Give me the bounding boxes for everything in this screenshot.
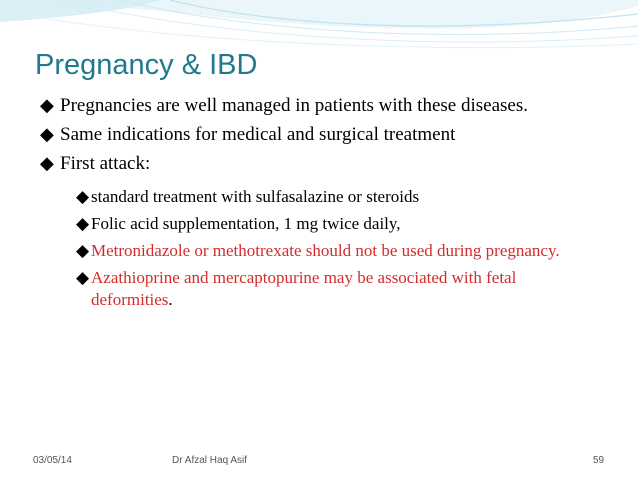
footer-page-number: 59	[593, 455, 605, 466]
slide-content	[40, 93, 600, 316]
sub-bullet-text-end: .	[168, 290, 173, 309]
bullet-text: First attack:	[60, 153, 151, 174]
sub-bullet-item	[76, 240, 600, 262]
sub-bullet-text: Folic acid supplementation, 1 mg twice daily,	[91, 214, 401, 233]
footer-author: Dr Afzal Haq Asif	[172, 455, 248, 466]
bullet-icon: ◆	[76, 268, 90, 287]
sub-bullet-text: standard treatment with sulfasalazine or steroids	[91, 187, 420, 206]
bullet-icon: ◆	[76, 214, 90, 233]
bullet-icon: ◆	[40, 153, 54, 173]
bullet-icon: ◆	[76, 241, 90, 260]
bullet-icon: ◆	[40, 124, 54, 144]
bullet-item	[40, 151, 600, 176]
bullet-text: Pregnancies are well managed in patients with these diseases.	[60, 95, 528, 116]
sub-bullet-text-warning: Metronidazole or methotrexate should not be used during pregnancy.	[91, 241, 560, 260]
bullet-icon: ◆	[40, 95, 54, 115]
bullet-text: Same indications for medical and surgical treatment	[60, 124, 456, 145]
bullet-item	[40, 93, 600, 118]
sub-bullet-item	[76, 267, 600, 311]
sub-bullet-text-warning: Azathioprine and mercaptopurine may be associated with fetal deformities	[91, 268, 517, 309]
bullet-item	[40, 122, 600, 147]
sub-bullet-item	[76, 213, 600, 235]
slide-title: Pregnancy & IBD	[35, 49, 258, 81]
bullet-icon: ◆	[76, 187, 90, 206]
sub-bullet-item	[76, 186, 600, 208]
footer-date: 03/05/14	[33, 455, 72, 466]
